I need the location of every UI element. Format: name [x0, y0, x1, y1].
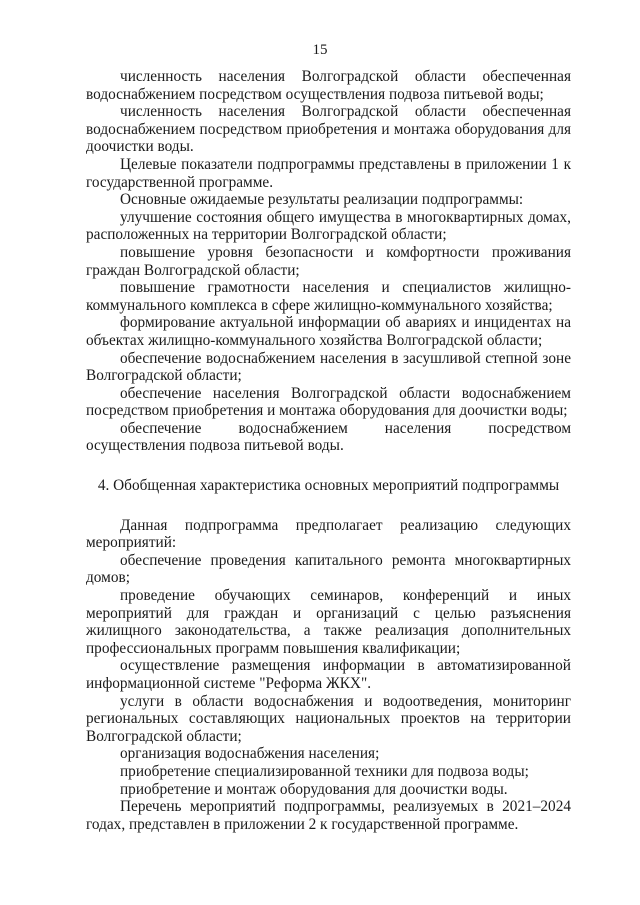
paragraph: формирование актуальной информации об авариях и инцидентах на объектах жилищно-коммунального хозяйства Волгоградской области;	[86, 314, 571, 349]
paragraph: улучшение состояния общего имущества в многоквартирных домах, расположенных на территории Волгоградской области;	[86, 208, 571, 244]
paragraph: проведение обучающих семинаров, конференций и иных мероприятий для граждан и организаций с целью разъяснения жилищного законодательства, а также реализация дополнительных профессиональных программ повышения квалификации;	[86, 587, 571, 657]
paragraph: Основные ожидаемые результаты реализации подпрограммы:	[120, 191, 524, 209]
paragraph: обеспечение населения Волгоградской области водоснабжением посредством приобретения и монтажа оборудования для доочистки воды;	[86, 384, 571, 420]
section-heading: 4. Обобщенная характеристика основных мероприятий подпрограммы	[97, 477, 560, 495]
paragraph: приобретение и монтаж оборудования для доочистки воды.	[120, 780, 508, 798]
paragraph: численность населения Волгоградской области обеспеченная водоснабжением посредством осуществления подвоза питьевой воды;	[86, 68, 571, 103]
paragraph: обеспечение водоснабжением населения в засушливой степной зоне Волгоградской области;	[86, 349, 571, 385]
paragraph: численность населения Волгоградской области обеспеченная водоснабжением посредством приобретения и монтажа оборудования для доочистки воды.	[86, 103, 571, 156]
paragraph: услуги в области водоснабжения и водоотведения, мониторинг региональных составляющих национальных проектов на территории Волгоградской области;	[86, 692, 571, 745]
paragraph: Целевые показатели подпрограммы представлены в приложении 1 к государственной программе.	[86, 155, 571, 191]
page-number: 15	[312, 42, 328, 58]
paragraph: обеспечение водоснабжением населения посредством осуществления подвоза питьевой воды.	[86, 419, 571, 455]
paragraph: обеспечение проведения капитального ремонта многоквартирных домов;	[86, 551, 571, 587]
paragraph: Перечень мероприятий подпрограммы, реализуемых в 2021–2024 годах, представлен в приложении 2 к государственной программе.	[86, 798, 571, 833]
paragraph: приобретение специализированной техники для подвоза воды;	[120, 762, 529, 780]
paragraph: Данная подпрограмма предполагает реализацию следующих мероприятий:	[86, 516, 571, 552]
paragraph: организация водоснабжения населения;	[120, 745, 380, 763]
paragraph: повышение грамотности населения и специалистов жилищно-коммунального комплекса в сфере жилищно-коммунального хозяйства;	[86, 279, 571, 314]
document-body	[86, 68, 571, 833]
paragraph: осуществление размещения информации в автоматизированной информационной системе "Реформа ЖКХ".	[86, 657, 571, 692]
paragraph: повышение уровня безопасности и комфортности проживания граждан Волгоградской области;	[86, 243, 571, 279]
